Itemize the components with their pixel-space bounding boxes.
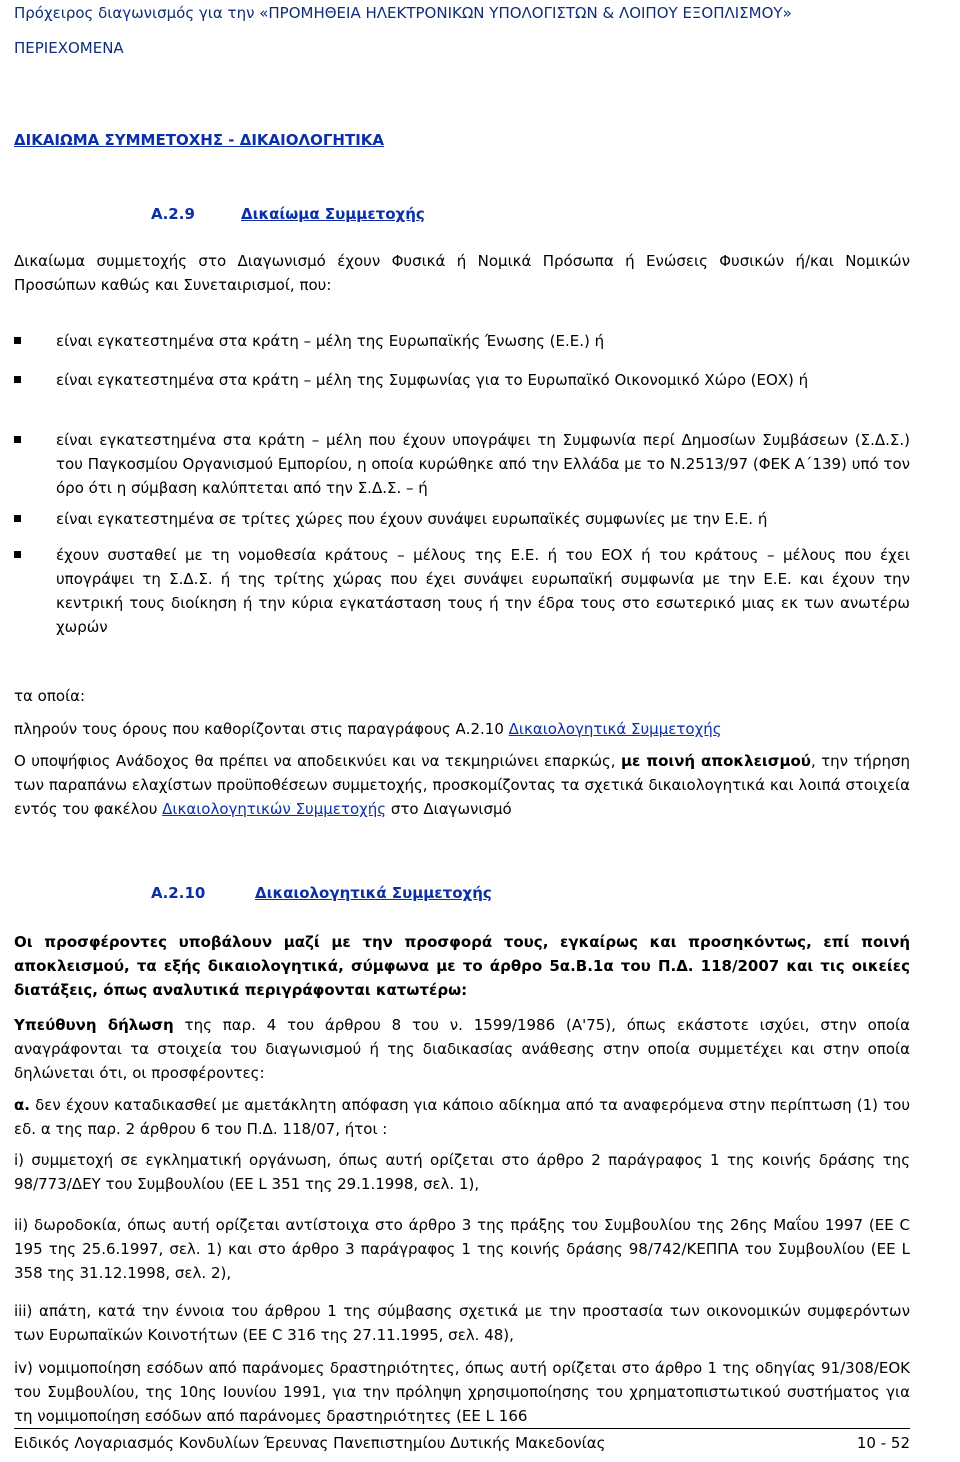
declaration-paragraph: Υπεύθυνη δήλωση της παρ. 4 του άρθρου 8 του ν. 1599/1986 (Α'75), όπως εκάστοτε ισχύει, στην οποία αναγράφονται τα στοιχεία του διαγωνισμού ή της διαδικασίας ανάθεσης στην οποία συμμετέχει και στην οποία δηλώνεται ότι, οι προσφέροντες: bbox=[14, 1016, 910, 1082]
footer-institution: Ειδικός Λογαριασμός Κονδυλίων Έρευνας Πανεπιστημίου Δυτικής Μακεδονίας bbox=[14, 1434, 606, 1452]
running-header: Πρόχειρος διαγωνισμός για την «ΠΡΟΜΗΘΕΙΑ ΗΛΕΚΤΡΟΝΙΚΩΝ ΥΠΟΛΟΓΙΣΤΩΝ & ΛΟΙΠΟΥ ΕΞΟΠΛΙΣΜΟΥ» bbox=[14, 4, 792, 22]
bullet-icon bbox=[14, 551, 21, 558]
section-a29-heading bbox=[151, 205, 425, 223]
item-a-paragraph: α. δεν έχουν καταδικασθεί με αμετάκλητη απόφαση για κάποιο αδίκημα από τα αναφερόμενα στην περίπτωση (1) του εδ. α της παρ. 2 άρθρου 6 του Π.Δ. 118/07, ήτοι : bbox=[14, 1096, 910, 1138]
item-ii-paragraph: ii) δωροδοκία, όπως αυτή ορίζεται αντίστοιχα στο άρθρο 3 της πράξης του Συμβουλίου της 26ης Μαΐου 1997 (ΕΕ C 195 της 25.6.1997, σελ. 1) και στο άρθρο 3 παράγραφος 1 της κοινής δράσης 98/742/ΚΕΠΠΑ του Συμβουλίου (ΕΕ L 358 της 31.12.1998, σελ. 2), bbox=[14, 1216, 910, 1282]
section-number: Α.2.10 bbox=[151, 884, 206, 902]
footer-divider bbox=[14, 1428, 910, 1429]
bullet-icon bbox=[14, 376, 21, 383]
candidate-paragraph: Ο υποψήφιος Ανάδοχος θα πρέπει να αποδεικνύει και να τεκμηριώνει επαρκώς, με ποινή αποκλεισμού, την τήρηση των παραπάνω ελαχίστων προϋποθέσεων συμμετοχής, προσκομίζοντας τα σχετικά δικαιολογητικά και λοιπά στοιχεία εντός του φακέλου Δικαιολογητικών Συμμετοχής στο Διαγωνισμό bbox=[14, 752, 910, 818]
supporting-docs-link[interactable]: Δικαιολογητικών Συμμετοχής bbox=[162, 800, 387, 818]
ta-opoia-text: τα οποία: bbox=[14, 687, 86, 705]
section-title: Δικαίωμα Συμμετοχής bbox=[241, 205, 425, 223]
page-footer bbox=[14, 1434, 910, 1452]
item-iv-paragraph: iv) νομιμοποίηση εσόδων από παράνομες δραστηριότητες, όπως αυτή ορίζεται στο άρθρο 1 της οδηγίας 91/308/ΕΟΚ του Συμβουλίου, της 10ης Ιουνίου 1991, για την πρόληψη χρησιμοποίησης του χρηματοπιστωτικού συστήματος για τη νομιμοποίηση εσόδων από παράνομες δραστηριότητες (ΕΕ L 166 bbox=[14, 1359, 910, 1425]
conditions-paragraph: πληρούν τους όρους που καθορίζονται στις παραγράφους Α.2.10 Δικαιολογητικά Συμμετοχής bbox=[14, 720, 722, 738]
page-number: 10 - 52 bbox=[856, 1434, 910, 1452]
bullet-icon bbox=[14, 515, 21, 522]
conditions-link[interactable]: Δικαιολογητικά Συμμετοχής bbox=[508, 720, 722, 738]
list-item: έχουν συσταθεί με τη νομοθεσία κράτους – μέλους της Ε.Ε. ή του ΕΟΧ ή του κράτους – μέλους που έχει υπογράψει τη Σ.Δ.Σ. ή της τρίτης χώρας που έχει συνάψει ευρωπαϊκή συμφωνία με την Ε.Ε. και έχουν την κεντρική τους διοίκηση ή την κύρια εγκατάσταση τους ή την έδρα τους στο εσωτερικό μιας εκ των ανωτέρω χωρών bbox=[14, 543, 910, 639]
intro-paragraph: Δικαίωμα συμμετοχής στο Διαγωνισμό έχουν Φυσικά ή Νομικά Πρόσωπα ή Ενώσεις Φυσικών ή/και Νομικών Προσώπων καθώς και Συνεταιρισμοί, που: bbox=[14, 252, 910, 294]
item-i-paragraph: i) συμμετοχή σε εγκληματική οργάνωση, όπως αυτή ορίζεται στο άρθρο 2 παράγραφος 1 της κοινής δράσης της 98/773/ΔΕΥ του Συμβουλίου (ΕΕ L 351 της 29.1.1998, σελ. 1), bbox=[14, 1151, 910, 1193]
bidders-paragraph: Οι προσφέροντες υποβάλουν μαζί με την προσφορά τους, εγκαίρως και προσηκόντως, επί ποινή αποκλεισμού, τα εξής δικαιολογητικά, σύμφωνα με το άρθρο 5α.Β.1α του Π.Δ. 118/2007 και τις οικείες διατάξεις, όπως αναλυτικά περιγράφονται κατωτέρω: bbox=[14, 933, 910, 999]
bullet-icon bbox=[14, 337, 21, 344]
chapter-title: ΔΙΚΑΙΩΜΑ ΣΥΜΜΕΤΟΧΗΣ - ΔΙΚΑΙΟΛΟΓΗΤΙΚΑ bbox=[14, 131, 385, 149]
list-item: είναι εγκατεστημένα στα κράτη – μέλη της Συμφωνίας για το Ευρωπαϊκό Οικονομικό Χώρο (ΕΟΧ) ή bbox=[14, 368, 910, 392]
contents-label: ΠΕΡΙΕΧΟΜΕΝΑ bbox=[14, 39, 124, 57]
section-number: Α.2.9 bbox=[151, 205, 195, 223]
bullet-icon bbox=[14, 436, 21, 443]
section-title: Δικαιολογητικά Συμμετοχής bbox=[255, 884, 492, 902]
list-item: είναι εγκατεστημένα στα κράτη – μέλη της Ευρωπαϊκής Ένωσης (Ε.Ε.) ή bbox=[14, 329, 910, 353]
item-iii-paragraph: iii) απάτη, κατά την έννοια του άρθρου 1 της σύμβασης σχετικά με την προστασία των οικονομικών συμφερόντων των Ευρωπαϊκών Κοινοτήτων (ΕΕ C 316 της 27.11.1995, σελ. 48), bbox=[14, 1302, 910, 1344]
list-item: είναι εγκατεστημένα στα κράτη – μέλη που έχουν υπογράψει τη Συμφωνία περί Δημοσίων Συμβάσεων (Σ.Δ.Σ.) του Παγκοσμίου Οργανισμού Εμπορίου, η οποία κυρώθηκε από την Ελλάδα με το Ν.2513/97 (ΦΕΚ Α΄139) υπό τον όρο ότι η σύμβαση καλύπτεται από την Σ.Δ.Σ. – ή bbox=[14, 428, 910, 500]
section-a210-heading bbox=[151, 884, 492, 902]
list-item: είναι εγκατεστημένα σε τρίτες χώρες που έχουν συνάψει ευρωπαϊκές συμφωνίες με την Ε.Ε. ή bbox=[14, 507, 910, 531]
